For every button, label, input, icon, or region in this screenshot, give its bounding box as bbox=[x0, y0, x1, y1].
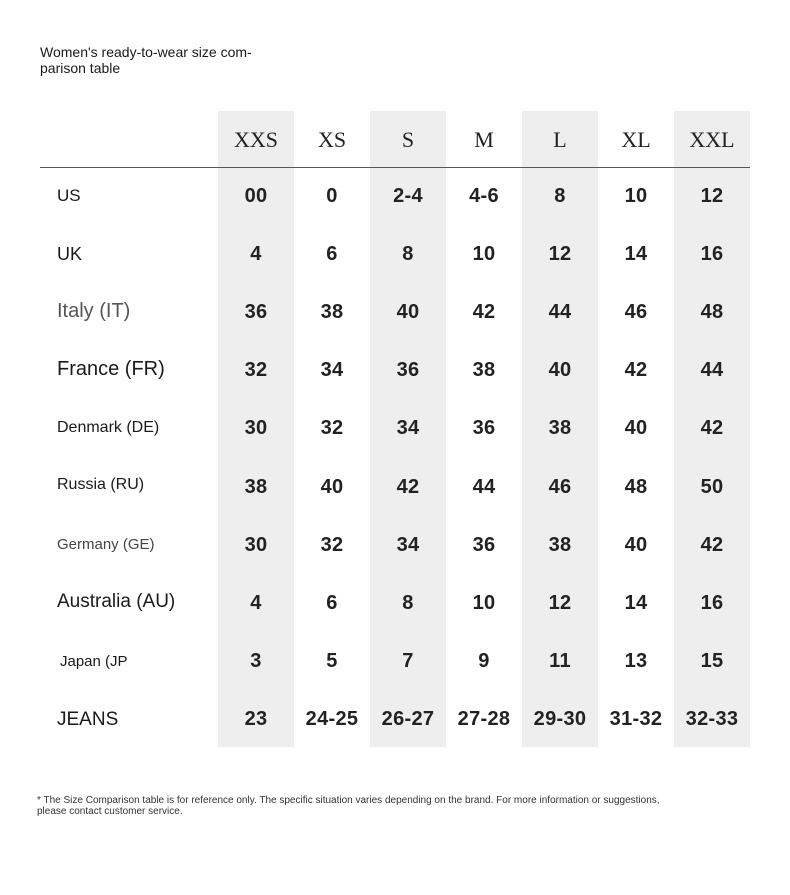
footnote-line-1: * The Size Comparison table is for reference only. The specific situation varies depending on the brand. For more information or suggestions, bbox=[37, 795, 660, 806]
size-cell: 38 bbox=[548, 534, 572, 556]
row-label: Australia (AU) bbox=[57, 591, 176, 612]
size-cell: 29-30 bbox=[533, 708, 587, 730]
size-header-s: S bbox=[401, 127, 415, 152]
size-cell: 10 bbox=[472, 592, 496, 614]
size-header-m: M bbox=[474, 127, 494, 152]
size-cell: 5 bbox=[326, 650, 338, 672]
size-cell: 10 bbox=[624, 185, 648, 207]
size-cell: 44 bbox=[472, 476, 496, 498]
footnote-line-2: please contact customer service. bbox=[37, 806, 183, 817]
size-cell: 42 bbox=[396, 476, 420, 498]
size-header-xxs: XXS bbox=[233, 127, 278, 152]
size-cell: 44 bbox=[548, 301, 572, 323]
size-cell: 31-32 bbox=[609, 708, 663, 730]
row-label: France (FR) bbox=[57, 358, 165, 380]
size-header-l: L bbox=[553, 127, 567, 152]
size-cell: 32 bbox=[320, 534, 344, 556]
size-cell: 30 bbox=[244, 534, 268, 556]
size-cell: 48 bbox=[700, 301, 724, 323]
size-cell: 2-4 bbox=[393, 185, 423, 207]
size-cell: 40 bbox=[624, 534, 648, 556]
header-divider bbox=[40, 167, 750, 168]
size-header-xs: XS bbox=[317, 127, 347, 152]
size-cell: 6 bbox=[326, 243, 338, 265]
title-line-1: Women's ready-to-wear size com- bbox=[40, 44, 252, 60]
size-cell: 4-6 bbox=[469, 185, 499, 207]
size-cell: 46 bbox=[548, 476, 572, 498]
page-title bbox=[40, 44, 280, 76]
size-cell: 40 bbox=[548, 359, 572, 381]
size-cell: 38 bbox=[548, 417, 572, 439]
size-cell: 8 bbox=[554, 185, 566, 207]
size-cell: 26-27 bbox=[381, 708, 435, 730]
footnote bbox=[37, 795, 717, 817]
row-label: Germany (GE) bbox=[57, 536, 155, 553]
size-cell: 13 bbox=[624, 650, 648, 672]
row-label: JEANS bbox=[57, 709, 119, 730]
size-cell: 40 bbox=[320, 476, 344, 498]
title-line-2: parison table bbox=[40, 60, 121, 76]
size-header-xxl: XXL bbox=[689, 127, 735, 152]
size-cell: 32 bbox=[320, 417, 344, 439]
size-cell: 16 bbox=[700, 243, 724, 265]
size-cell: 34 bbox=[396, 534, 420, 556]
size-cell: 00 bbox=[244, 185, 268, 207]
size-cell: 38 bbox=[320, 301, 344, 323]
row-label: Russia (RU) bbox=[57, 476, 145, 493]
size-header-xl: XL bbox=[621, 127, 651, 152]
size-cell: 34 bbox=[396, 417, 420, 439]
size-cell: 32-33 bbox=[685, 708, 739, 730]
size-cell: 32 bbox=[244, 359, 268, 381]
size-cell: 16 bbox=[700, 592, 724, 614]
size-cell: 11 bbox=[549, 650, 571, 672]
size-cell: 23 bbox=[244, 708, 268, 730]
row-label: Italy (IT) bbox=[57, 300, 131, 322]
size-cell: 12 bbox=[548, 243, 572, 265]
size-cell: 14 bbox=[624, 592, 648, 614]
size-cell: 42 bbox=[700, 417, 724, 439]
size-cell: 10 bbox=[472, 243, 496, 265]
size-cell: 36 bbox=[472, 417, 496, 439]
size-cell: 44 bbox=[700, 359, 724, 381]
size-cell: 0 bbox=[326, 185, 338, 207]
size-cell: 42 bbox=[472, 301, 496, 323]
size-cell: 4 bbox=[250, 243, 262, 265]
size-cell: 12 bbox=[548, 592, 572, 614]
size-cell: 36 bbox=[396, 359, 420, 381]
size-cell: 7 bbox=[402, 650, 414, 672]
size-cell: 24-25 bbox=[305, 708, 359, 730]
size-cell: 46 bbox=[624, 301, 648, 323]
size-cell: 4 bbox=[250, 592, 262, 614]
size-cell: 36 bbox=[244, 301, 268, 323]
size-cell: 9 bbox=[478, 650, 490, 672]
size-cell: 40 bbox=[624, 417, 648, 439]
size-cell: 42 bbox=[700, 534, 724, 556]
row-label: Japan (JP bbox=[60, 653, 128, 670]
size-cell: 48 bbox=[624, 476, 648, 498]
size-cell: 8 bbox=[402, 592, 414, 614]
size-cell: 30 bbox=[244, 417, 268, 439]
size-cell: 50 bbox=[700, 476, 724, 498]
size-cell: 42 bbox=[624, 359, 648, 381]
row-label: US bbox=[57, 186, 81, 205]
size-cell: 3 bbox=[250, 650, 262, 672]
size-cell: 38 bbox=[244, 476, 268, 498]
size-cell: 12 bbox=[700, 185, 724, 207]
size-cell: 40 bbox=[396, 301, 420, 323]
row-label: UK bbox=[57, 244, 83, 264]
size-cell: 15 bbox=[700, 650, 724, 672]
size-cell: 27-28 bbox=[457, 708, 511, 730]
size-cell: 6 bbox=[326, 592, 338, 614]
size-cell: 8 bbox=[402, 243, 414, 265]
size-cell: 14 bbox=[624, 243, 648, 265]
size-cell: 34 bbox=[320, 359, 344, 381]
size-cell: 36 bbox=[472, 534, 496, 556]
row-label: Denmark (DE) bbox=[57, 419, 160, 436]
size-cell: 38 bbox=[472, 359, 496, 381]
